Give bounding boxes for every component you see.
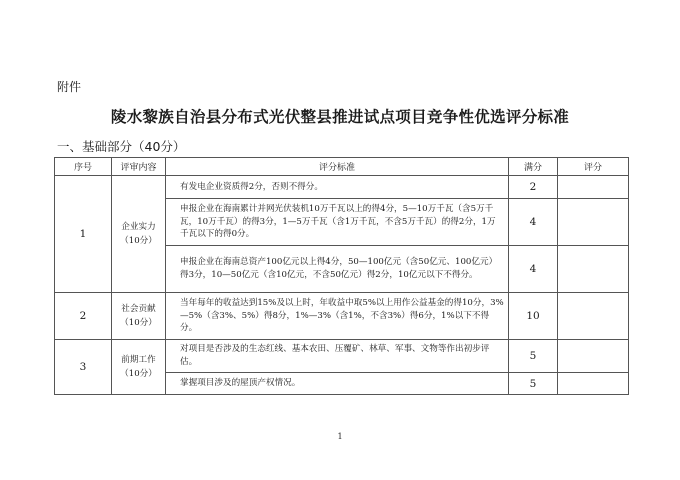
score-cell[interactable]	[558, 373, 629, 395]
page-number: 1	[337, 432, 343, 441]
header-criteria: 评分标准	[166, 158, 509, 176]
scoring-table	[54, 157, 629, 395]
max-score: 5	[509, 373, 558, 395]
header-no: 序号	[55, 158, 112, 176]
header-score: 评分	[558, 158, 629, 176]
review-category	[112, 176, 166, 293]
category-name: 企业实力	[121, 222, 156, 232]
review-category	[112, 340, 166, 395]
category-points: （10分）	[120, 318, 157, 328]
table-row	[55, 340, 629, 373]
criteria-text: 有发电企业资质得2分，否则不得分。	[166, 176, 509, 199]
max-score: 4	[509, 199, 558, 246]
score-cell[interactable]	[558, 340, 629, 373]
category-points: （10分）	[120, 369, 157, 379]
max-score: 10	[509, 293, 558, 340]
score-cell[interactable]	[558, 293, 629, 340]
criteria-text: 掌握项目涉及的屋顶产权情况。	[166, 373, 509, 395]
row-number: 1	[55, 176, 112, 293]
attachment-label: 附件	[57, 80, 82, 94]
category-name: 社会贡献	[121, 304, 156, 314]
category-name: 前期工作	[121, 355, 156, 365]
row-number: 3	[55, 340, 112, 395]
score-cell[interactable]	[558, 199, 629, 246]
criteria-text: 对项目是否涉及的生态红线、基本农田、压覆矿、林草、军事、文物等作出初步评估。	[166, 340, 509, 373]
document-title: 陵水黎族自治县分布式光伏整县推进试点项目竞争性优选评分标准	[110, 108, 570, 126]
score-cell[interactable]	[558, 176, 629, 199]
table-header-row	[55, 158, 629, 176]
table-row	[55, 293, 629, 340]
header-review-content: 评审内容	[112, 158, 166, 176]
max-score: 4	[509, 246, 558, 293]
score-cell[interactable]	[558, 246, 629, 293]
criteria-text: 申报企业在海南总资产100亿元以上得4分，50—100亿元（含50亿元、100亿元）得3分，10—50亿元（含10亿元，不含50亿元）得2分，10亿元以下不得分。	[166, 246, 509, 293]
review-category	[112, 293, 166, 340]
criteria-text: 当年每年的收益达到15%及以上时，年收益中取5%以上用作公益基金的得10分，3%—5%（含3%、5%）得8分，1%—3%（含1%，不含3%）得6分，1%以下不得分。	[166, 293, 509, 340]
max-score: 2	[509, 176, 558, 199]
header-max-score: 满分	[509, 158, 558, 176]
table-row	[55, 176, 629, 199]
section-heading: 一、基础部分（40分）	[57, 139, 186, 154]
max-score: 5	[509, 340, 558, 373]
category-points: （10分）	[120, 236, 157, 246]
criteria-text: 申报企业在海南累计并网光伏装机10万千瓦以上的得4分，5—10万千瓦（含5万千瓦，10万千瓦）的得3分，1—5万千瓦（含1万千瓦，不含5万千瓦）的得2分，1万千瓦以下的得0分。	[166, 199, 509, 246]
row-number: 2	[55, 293, 112, 340]
